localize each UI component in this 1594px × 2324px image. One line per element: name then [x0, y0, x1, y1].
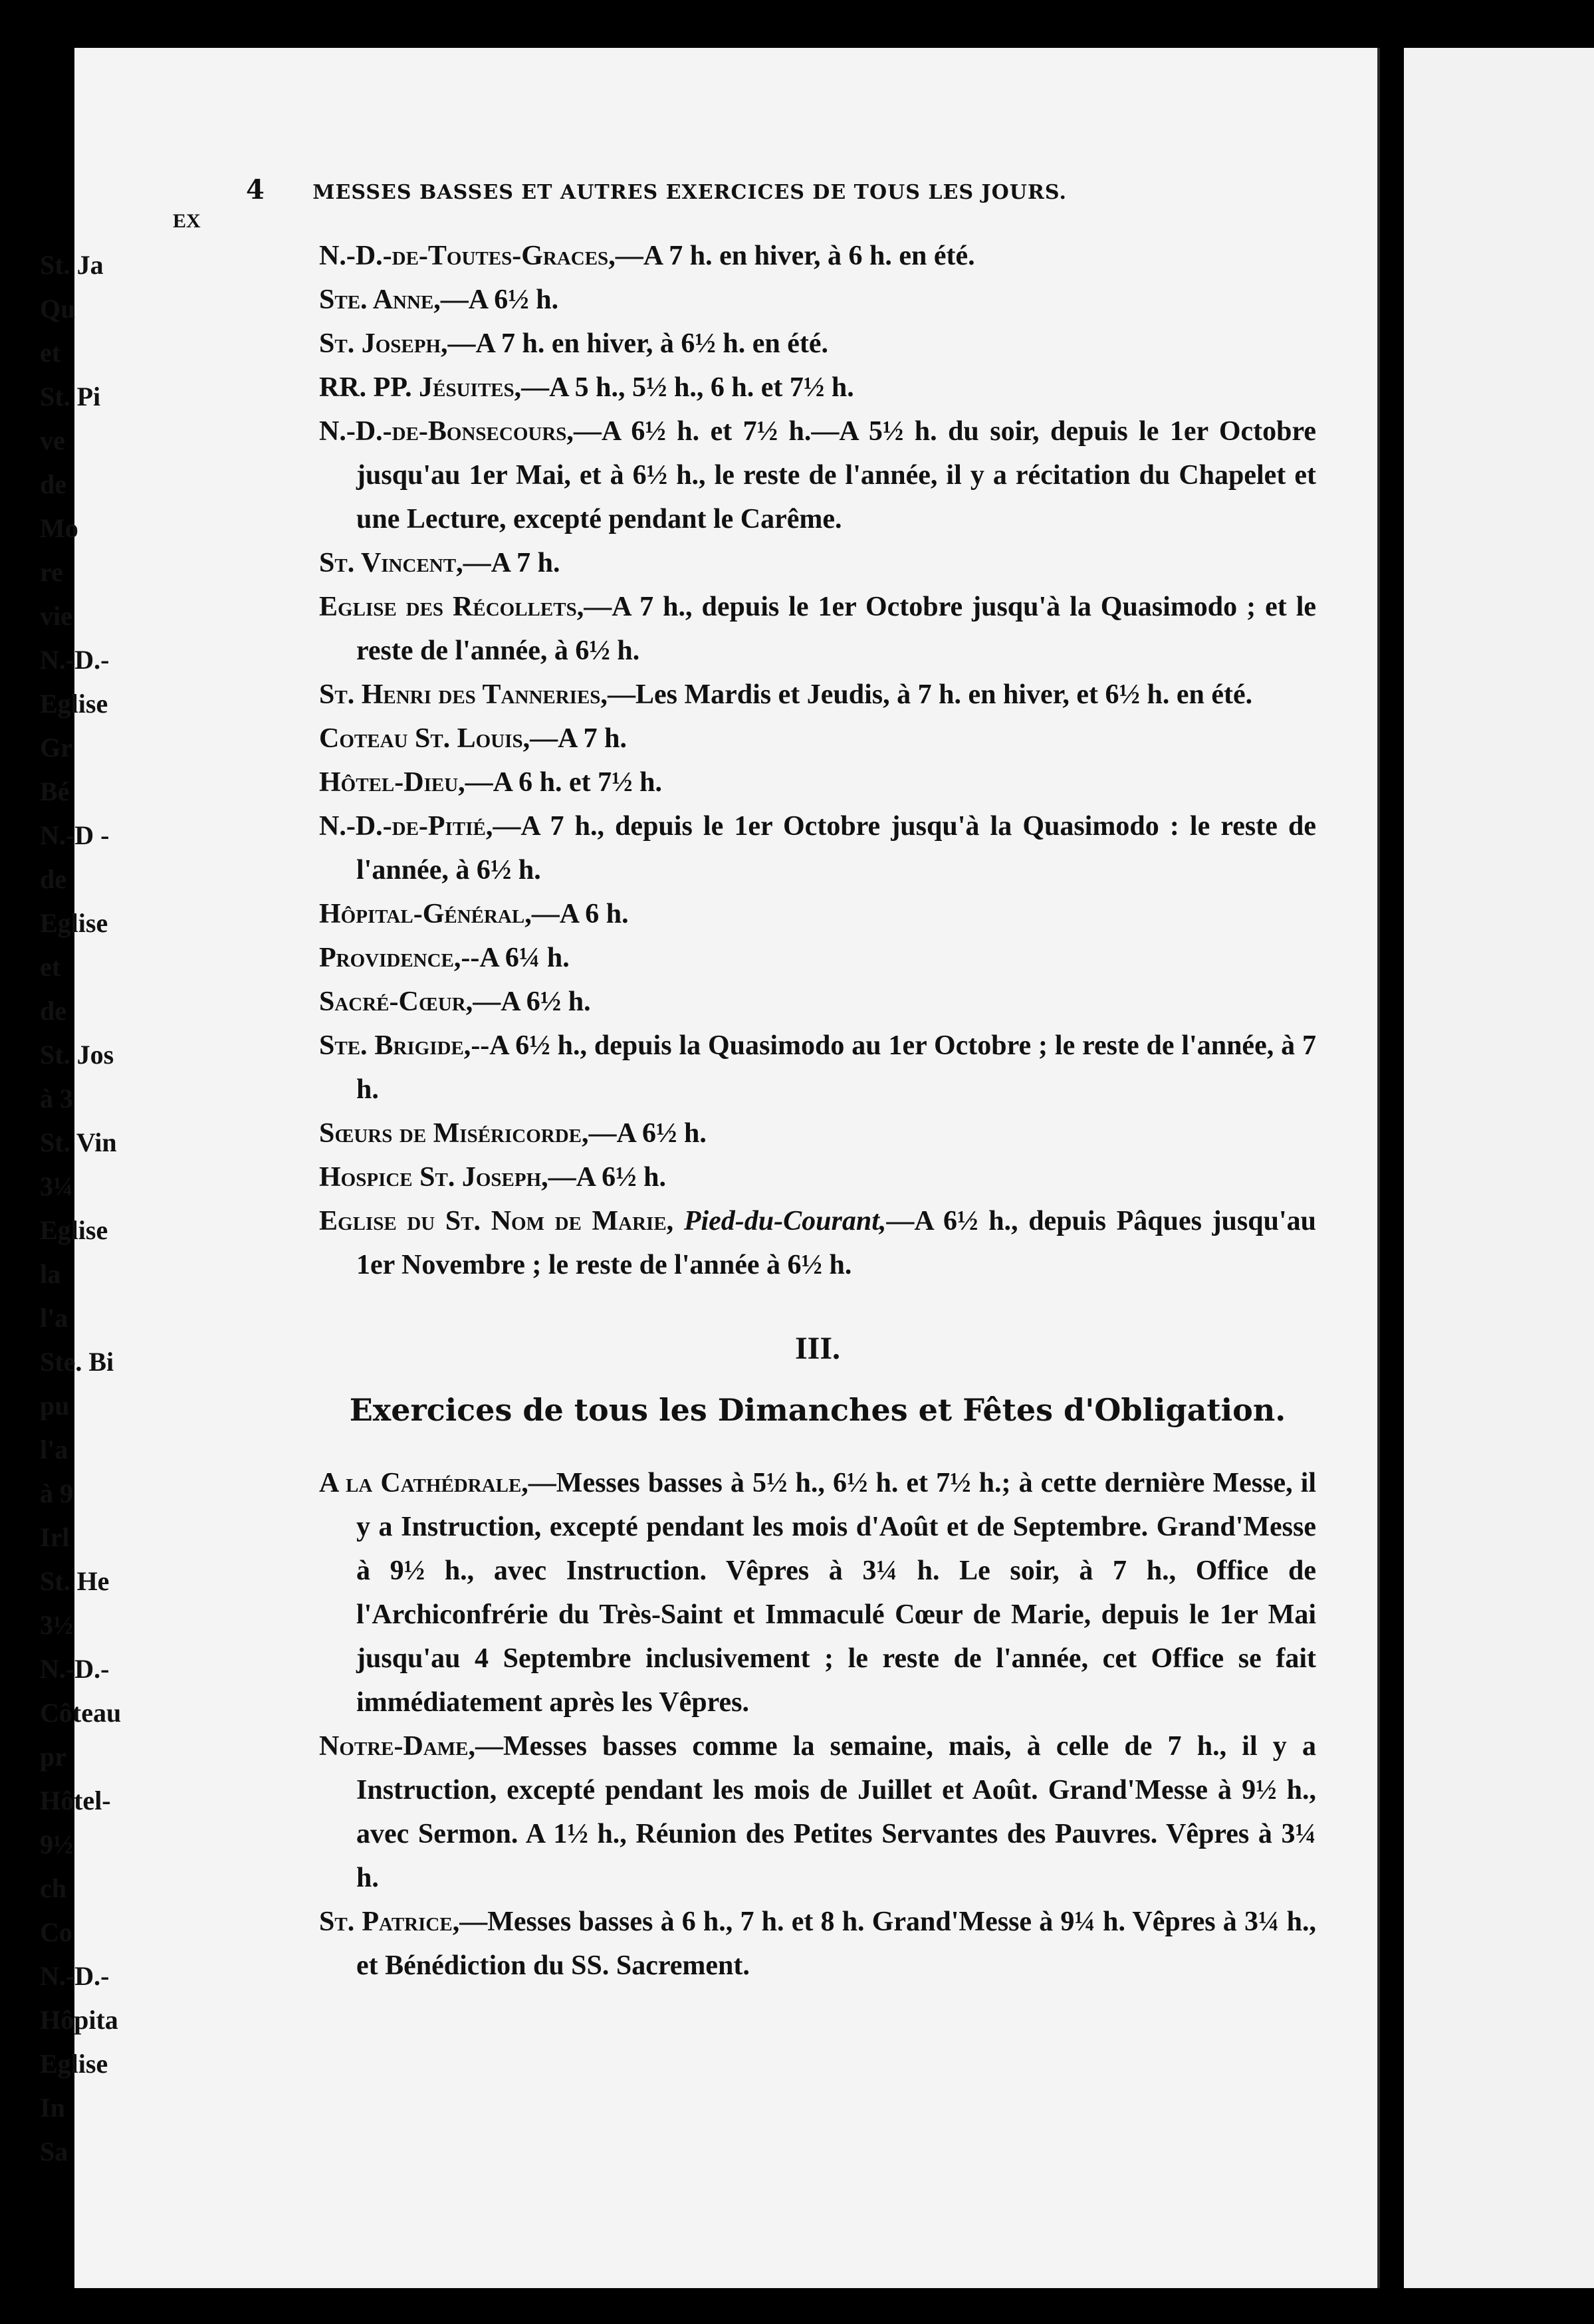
list-item — [319, 673, 1316, 717]
page-gutter — [1380, 0, 1404, 2324]
next-page-line: St. He — [40, 1566, 110, 1596]
next-page-line: Sa — [40, 2137, 68, 2166]
next-page-line: Bé — [40, 776, 70, 806]
list-item — [319, 278, 1316, 322]
entry-text: —Messes basses à 5½ h., 6½ h. et 7½ h.; à cette dernière Messe, il y a Instruction, excepté pendant les mois d'Août et de Septembre. Grand'Messe à 9½ h., avec Instruction. Vêpres à 3¼ h. Le soir, à 7 h., Office de l'Archiconfrérie du Très-Saint et Immaculé Cœur de Marie, depuis le 1er Mai jusqu'au 4 Septembre inclusivement ; le reste de l'année, cet Office se fait immédiatement après les Vêpres. — [356, 1468, 1316, 1718]
next-page-line: et — [40, 952, 61, 982]
next-page-line: vie — [40, 601, 72, 631]
page-number: 4 — [246, 174, 265, 205]
next-page-line: Co — [40, 1917, 72, 1947]
entry-text: —A 6½ h. et 7½ h.—A 5½ h. du soir, depuis le 1er Octobre jusqu'au 1er Mai, et à 6½ h., le reste de l'année, il y a récitation du Chapelet et une Lecture, excepté pendant le Carême. — [356, 416, 1316, 534]
entry-text: —A 6½ h. — [548, 1162, 667, 1193]
next-page-line: l'a — [40, 1435, 68, 1464]
entry-text: —A 7 h. — [530, 723, 627, 754]
list-item — [319, 234, 1316, 278]
next-page-line: 9½ — [40, 1829, 73, 1859]
list-item — [319, 1900, 1316, 1988]
running-header — [246, 174, 1067, 205]
entry-text: —Messes basses comme la semaine, mais, à celle de 7 h., il y a Instruction, excepté pendant les mois de Juillet et Août. Grand'Messe à 9½ h., avec Sermon. A 1½ h., Réunion des Petites Servantes des Pauvres. Vêpres à 3¼ h. — [356, 1731, 1316, 1893]
entry-text: —A 7 h., depuis le 1er Octobre jusqu'à la Quasimodo : le reste de l'année, à 6½ h. — [356, 811, 1316, 885]
list-item — [319, 409, 1316, 541]
next-page-line: de — [40, 864, 66, 894]
list-item — [319, 892, 1316, 936]
entry-text: —A 6½ h. — [440, 285, 559, 315]
entry-nom-de-marie — [319, 1199, 1316, 1287]
next-page-line: Eglise — [40, 1215, 108, 1245]
list-item — [319, 541, 1316, 585]
next-page-line: Gr — [40, 733, 72, 762]
list-item — [319, 322, 1316, 366]
entry-text: —A 6½ h. — [473, 987, 591, 1017]
next-page-line: In — [40, 2093, 65, 2123]
next-page-line: Côteau — [40, 1698, 122, 1728]
next-page-line: Ste. Bi — [40, 1347, 114, 1377]
list-item — [319, 1155, 1316, 1199]
next-page-line: Hôpita — [40, 2005, 118, 2035]
entry-text: —Messes basses à 6 h., 7 h. et 8 h. Grand'Messe à 9¼ h. Vêpres à 3¼ h., et Bénédiction du SS. Sacrement. — [356, 1907, 1316, 1981]
entry-name: Ste. Anne, — [319, 285, 441, 315]
entry-text: —A 6½ h. — [588, 1118, 707, 1149]
next-page-line: N.-D - — [40, 820, 110, 850]
next-page-line: N.-D.- — [40, 1961, 110, 1991]
entry-name: Ste. Brigide, — [319, 1030, 471, 1061]
entry-name: St. Joseph, — [319, 328, 448, 359]
next-page-line: 3¼ — [40, 1171, 73, 1201]
next-page-line: Eglise — [40, 689, 108, 719]
entry-name: A la Cathédrale, — [319, 1468, 528, 1498]
main-text — [319, 234, 1316, 1988]
entry-text: —Les Mardis et Jeudis, à 7 h. en hiver, et 6½ h. en été. — [607, 679, 1253, 710]
list-item — [319, 1024, 1316, 1111]
entry-text: —A 6 h. et 7½ h. — [465, 767, 663, 798]
entry-name: Hospice St. Joseph, — [319, 1162, 548, 1193]
next-page-line: et — [40, 338, 61, 368]
entry-name: RR. PP. Jésuites, — [319, 372, 522, 403]
next-page-line: la — [40, 1259, 61, 1289]
next-page-line: 3½ — [40, 1610, 73, 1640]
next-page-line: de — [40, 469, 66, 499]
next-page-line: Qu — [40, 294, 76, 324]
next-page-line: l'a — [40, 1303, 68, 1333]
entry-name: Sœurs de Miséricorde, — [319, 1118, 589, 1149]
entry-italic: Pied-du-Courant, — [683, 1206, 887, 1236]
list-item — [319, 717, 1316, 760]
next-page-line: Eglise — [40, 908, 108, 938]
entry-name: Providence, — [319, 943, 461, 973]
entry-name: Hôpital-Général, — [319, 899, 532, 929]
list-item — [319, 1724, 1316, 1900]
next-page-line: St. Jos — [40, 1040, 114, 1070]
list-item — [319, 1461, 1316, 1724]
entry-name: Notre-Dame, — [319, 1731, 475, 1762]
next-page-line: St. Ja — [40, 250, 104, 280]
entry-name: N.-D.-de-Toutes-Graces, — [319, 241, 616, 271]
entry-text: —A 6 h. — [531, 899, 629, 929]
entry-name: St. Vincent, — [319, 548, 463, 578]
next-page-text — [40, 199, 201, 2174]
next-page-line: ch — [40, 1873, 66, 1903]
entry-name: Hôtel-Dieu, — [319, 767, 465, 798]
next-page-line: de — [40, 996, 66, 1026]
next-page-line: Mo — [40, 513, 78, 543]
next-page-line: Hôtel- — [40, 1786, 111, 1815]
page-right-fragment — [1404, 48, 1594, 2288]
entry-text: —A 5 h., 5½ h., 6 h. et 7½ h. — [521, 372, 854, 403]
entries-top — [319, 234, 1316, 1199]
next-page-line: re — [40, 557, 63, 587]
entry-name: Coteau St. Louis, — [319, 723, 530, 754]
list-item — [319, 760, 1316, 804]
next-page-line: Irl — [40, 1522, 70, 1552]
entry-text: —A 7 h. — [463, 548, 560, 578]
next-page-line: pr — [40, 1742, 66, 1772]
next-page-line: ve — [40, 425, 65, 455]
entry-name: N.-D.-de-Pitié, — [319, 811, 493, 842]
entry-name: Sacré-Cœur, — [319, 987, 473, 1017]
next-page-header: EX — [173, 210, 201, 232]
entry-text: —A 7 h. en hiver, à 6 h. en été. — [615, 241, 975, 271]
list-item — [319, 980, 1316, 1024]
list-item — [319, 804, 1316, 892]
entry-name: Eglise des Récollets, — [319, 592, 584, 622]
entry-text: --A 6¼ h. — [461, 943, 570, 973]
entry-name: Eglise du St. Nom de Marie, — [319, 1206, 674, 1236]
entry-text: —A 6½ h., depuis Pâques jusqu'au 1er Novembre ; le reste de l'année à 6½ h. — [356, 1206, 1317, 1280]
entry-name: St. Henri des Tanneries, — [319, 679, 608, 710]
list-item — [319, 585, 1316, 673]
next-page-line: à 3 — [40, 1084, 73, 1113]
entry-text: —A 7 h., depuis le 1er Octobre jusqu'à la Quasimodo ; et le reste de l'année, à 6½ h. — [356, 592, 1316, 666]
next-page-line: St. Vin — [40, 1127, 117, 1157]
next-page-line: Eglise — [40, 2049, 108, 2079]
section-number: III. — [794, 1331, 841, 1366]
list-item — [319, 936, 1316, 980]
entry-name: N.-D.-de-Bonsecours, — [319, 416, 574, 447]
section-title: Exercices de tous les Dimanches et Fêtes d'Obligation. — [349, 1392, 1286, 1428]
next-page-line: N.-D.- — [40, 1654, 110, 1684]
entry-text: —A 7 h. en hiver, à 6½ h. en été. — [447, 328, 828, 359]
next-page-line: N.-D.- — [40, 645, 110, 675]
entries-bottom — [319, 1461, 1316, 1988]
entry-name: St. Patrice, — [319, 1907, 460, 1937]
list-item — [319, 366, 1316, 409]
next-page-line: St. Pi — [40, 382, 101, 411]
next-page-line: pu — [40, 1391, 70, 1421]
list-item — [319, 1111, 1316, 1155]
next-page-lines — [40, 243, 201, 2174]
next-page-line: à 9 — [40, 1478, 73, 1508]
entry-text: --A 6½ h., depuis la Quasimodo au 1er Octobre ; le reste de l'année, à 7 h. — [356, 1030, 1316, 1105]
running-title: MESSES BASSES ET AUTRES EXERCICES DE TOUS LES JOURS. — [312, 181, 1067, 204]
